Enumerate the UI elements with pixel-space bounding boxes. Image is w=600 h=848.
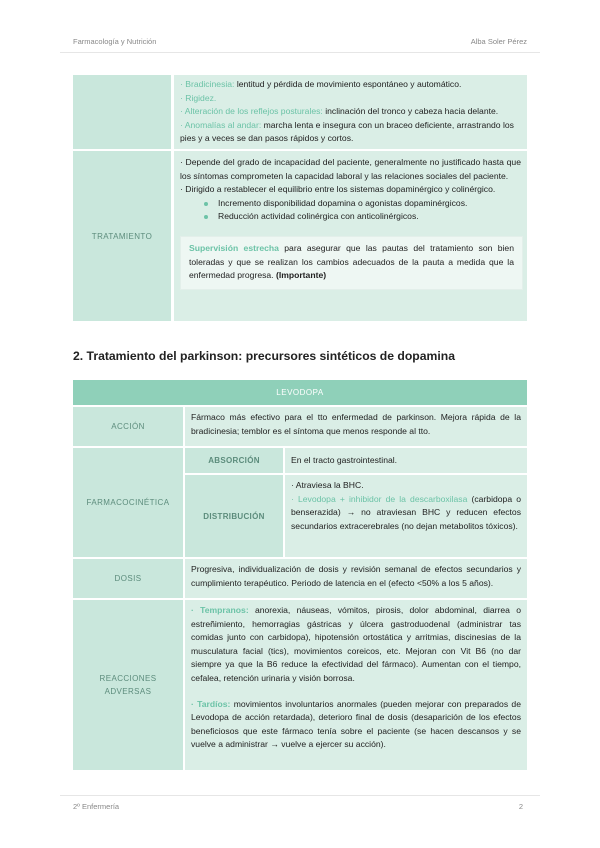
treatment-label: TRATAMIENTO: [73, 151, 171, 321]
bradicinesia-label: · Bradicinesia:: [180, 79, 235, 89]
footer-divider: [60, 795, 540, 796]
distribucion-green: · Levodopa + inhibidor de la descarboxilasa: [291, 493, 468, 504]
absorcion-text: En el tracto gastrointestinal.: [285, 448, 527, 473]
bradicinesia-text: lentitud y pérdida de movimiento espontáneo y automático.: [234, 79, 462, 89]
levodopa-title: LEVODOPA: [73, 380, 527, 405]
symptoms-row-label: [73, 75, 171, 149]
reacciones-label-2: ADVERSAS: [104, 687, 152, 696]
accion-text: Fármaco más efectivo para el tto enfermedad de parkinson. Mejora rápida de la bradicinesia; temblor es el síntoma que menos responde al tto.: [185, 407, 527, 446]
tempranos-text: anorexia, náuseas, vómitos, pirosis, dolor abdominal, diarrea o estreñimiento, hemorragias gástricas y úlcera gastroduodenal (administrar tas comidas junto con carbidopa), hipotensión ortostática y arritmias, discinesias de la musculatura facial (tics), movimientos coreicos, etc. Mejoran con Vit B6 (no dar siempre ya que la B6 reduce la efectividad del fármaco). Aumentan con el tiempo, cefalea, retención urinaria y visión borrosa.: [191, 605, 522, 683]
treatment-bullet-1-text: Incremento disponibilidad dopamina o agonistas dopaminérgicos.: [218, 197, 468, 208]
distribucion-content: [285, 475, 527, 557]
farmacocinetica-label: FARMACOCINÉTICA: [73, 448, 183, 557]
treatment-bullet-2: [204, 210, 521, 224]
reacciones-label-1: REACCIONES: [99, 674, 157, 683]
reacciones-row: [73, 600, 527, 770]
treatment-bullet-2-text: Reducción actividad colinérgica con anticolinérgicos.: [218, 211, 419, 222]
distribucion-label: DISTRIBUCIÓN: [185, 475, 283, 557]
rigidez-label: · Rigidez.: [180, 92, 217, 103]
distribucion-row: [185, 475, 527, 557]
farmacocinetica-content: [185, 448, 527, 557]
alteracion-label: · Alteración de los reflejos posturales:: [180, 106, 323, 117]
treatment-p2: · Dirigido a restablecer el equilibrio entre los sistemas dopaminérgico y colinérgico.: [180, 184, 496, 195]
section-title: 2. Tratamiento del parkinson: precursores sintéticos de dopamina: [73, 349, 455, 363]
treatment-content: [174, 151, 527, 321]
page-number: 2: [518, 802, 523, 811]
treatment-row: [73, 151, 527, 321]
footer-course: 2º Enfermería: [73, 802, 120, 811]
bullet-dot-icon: [204, 202, 208, 206]
alteracion-text: inclinación del tronco y cabeza hacia delante.: [322, 106, 499, 117]
levodopa-table: [73, 380, 527, 770]
absorcion-row: [185, 448, 527, 473]
header-subject: Farmacología y Nutrición: [73, 37, 157, 46]
bullet-dot-icon: [204, 215, 208, 219]
symptoms-treatment-table: [73, 75, 527, 321]
tempranos-paragraph: [191, 604, 521, 686]
supervision-text: para asegurar que las pautas del tratamiento son bien toleradas y que se realizan los cambios adecuados de la pauta a medida que la enfermedad progresa.: [189, 242, 514, 281]
farmacocinetica-row: [73, 448, 527, 557]
symptoms-row: [73, 75, 527, 149]
supervision-important: (Importante): [275, 270, 327, 281]
tardios-text: movimientos involuntarios anormales (pueden mejorar con preparados de Levodopa de acción retardada), deterioro final de dosis (desaparición de los efectos beneficiosos que este fármaco tenía sobre el paciente (se hacen descansos y se vuelve a administrar → vuelve a ejercer su acción).: [191, 698, 521, 750]
tardios-paragraph: [191, 698, 521, 752]
distribucion-p2: (carbidopa o benserazida) → no atraviesan BHC y reducen efectos secundarios extracerebrales (no dejan metabolitos tóxicos).: [291, 493, 521, 531]
header-author: Alba Soler Pérez: [470, 37, 527, 46]
reacciones-content: [185, 600, 527, 770]
accion-row: [73, 407, 527, 446]
distribucion-p1: · Atraviesa la BHC.: [291, 480, 364, 490]
treatment-bullet-1: [204, 197, 521, 211]
supervision-label: Supervisión estrecha: [189, 242, 279, 253]
absorcion-label: ABSORCIÓN: [185, 448, 283, 473]
dosis-row: [73, 559, 527, 598]
header-divider: [60, 52, 540, 53]
reacciones-label: [73, 600, 183, 770]
supervision-box: [180, 236, 523, 290]
tempranos-label: · Tempranos:: [191, 605, 249, 615]
tardios-label: · Tardíos:: [191, 698, 231, 709]
anomalias-text: marcha lenta e insegura con un braceo deficiente, arrastrando los pies y a veces se dan pasos rápidos y cortos.: [180, 119, 514, 144]
treatment-p1: · Depende del grado de incapacidad del paciente, generalmente no justificado hasta que los síntomas comprometen la capacidad laboral y las relaciones sociales del paciente.: [180, 157, 521, 181]
dosis-label: DOSIS: [73, 559, 183, 598]
anomalias-label: · Anomalías al andar:: [180, 119, 262, 130]
accion-label: ACCIÓN: [73, 407, 183, 446]
dosis-text: Progresiva, individualización de dosis y revisión semanal de efectos secundarios y cumplimiento terapéutico. Periodo de latencia en el (efecto <50% a los 5 años).: [185, 559, 527, 598]
symptoms-content: [174, 75, 527, 149]
